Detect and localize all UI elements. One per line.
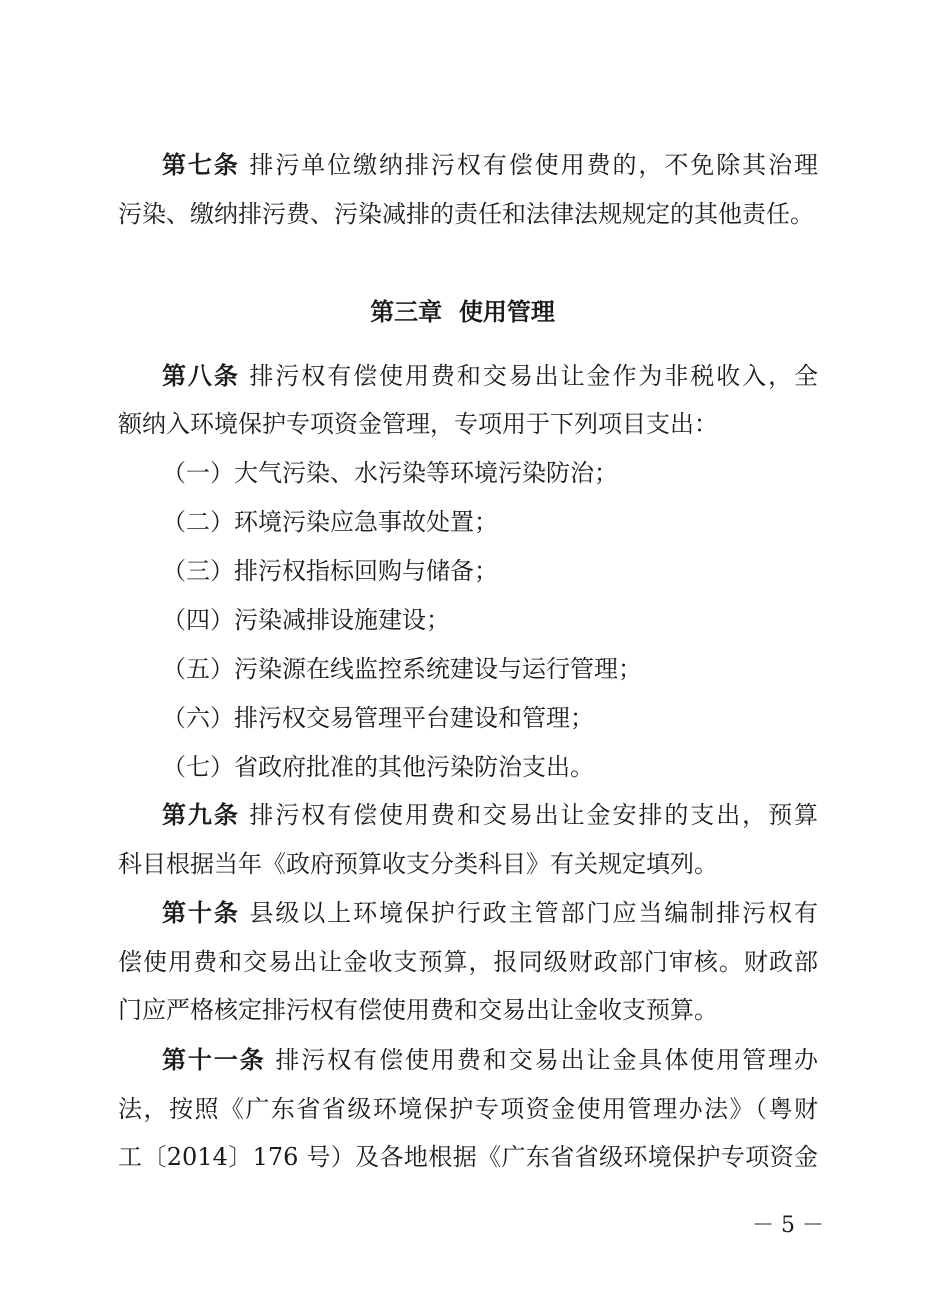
page-number: － 5 － [752, 1213, 824, 1238]
chapter-heading: 第三章 使用管理 [370, 298, 555, 326]
article-11-line-1 [162, 1045, 818, 1075]
article-9-line-2: 科目根据当年《政府预算收支分类科目》有关规定填列。 [118, 850, 718, 878]
article-8-label: 第八条 [162, 362, 240, 390]
article-11-label: 第十一条 [162, 1046, 266, 1074]
article-7-label: 第七条 [162, 151, 240, 179]
article-10-line-3: 门应严格核定排污权有偿使用费和交易出让金收支预算。 [118, 996, 718, 1024]
article-11-line-2: 法，按照《广东省省级环境保护专项资金使用管理办法》（粤财 [118, 1095, 818, 1123]
article-9-line-1 [162, 800, 818, 830]
list-item: （六）排污权交易管理平台建设和管理； [162, 704, 594, 732]
list-item: （四）污染减排设施建设； [162, 606, 450, 634]
list-item: （七）省政府批准的其他污染防治支出。 [162, 753, 594, 781]
article-11-line-3: 工〔2014〕176 号）及各地根据《广东省省级环境保护专项资金 [118, 1143, 818, 1171]
article-7-line-2: 污染、缴纳排污费、污染减排的责任和法律法规规定的其他责任。 [118, 200, 814, 228]
article-7-line-1 [162, 150, 818, 180]
article-8-text-1: 排污权有偿使用费和交易出让金作为非税收入，全 [249, 362, 819, 390]
article-9-text-1: 排污权有偿使用费和交易出让金安排的支出，预算 [249, 801, 819, 829]
article-8-line-1 [162, 361, 818, 391]
list-item: （一）大气污染、水污染等环境污染防治； [162, 459, 618, 487]
article-10-line-1 [162, 898, 818, 928]
list-item: （二）环境污染应急事故处置； [162, 508, 498, 536]
article-8-line-2: 额纳入环境保护专项资金管理，专项用于下列项目支出： [118, 410, 718, 438]
article-10-text-1: 县级以上环境保护行政主管部门应当编制排污权有 [249, 899, 819, 927]
article-10-line-2: 偿使用费和交易出让金收支预算，报同级财政部门审核。财政部 [118, 948, 818, 976]
article-10-label: 第十条 [162, 899, 240, 927]
list-item: （三）排污权指标回购与储备； [162, 557, 498, 585]
list-item: （五）污染源在线监控系统建设与运行管理； [162, 655, 642, 683]
article-11-text-1: 排污权有偿使用费和交易出让金具体使用管理办 [275, 1046, 819, 1074]
article-7-text-1: 排污单位缴纳排污权有偿使用费的，不免除其治理 [249, 151, 819, 179]
article-9-label: 第九条 [162, 801, 240, 829]
